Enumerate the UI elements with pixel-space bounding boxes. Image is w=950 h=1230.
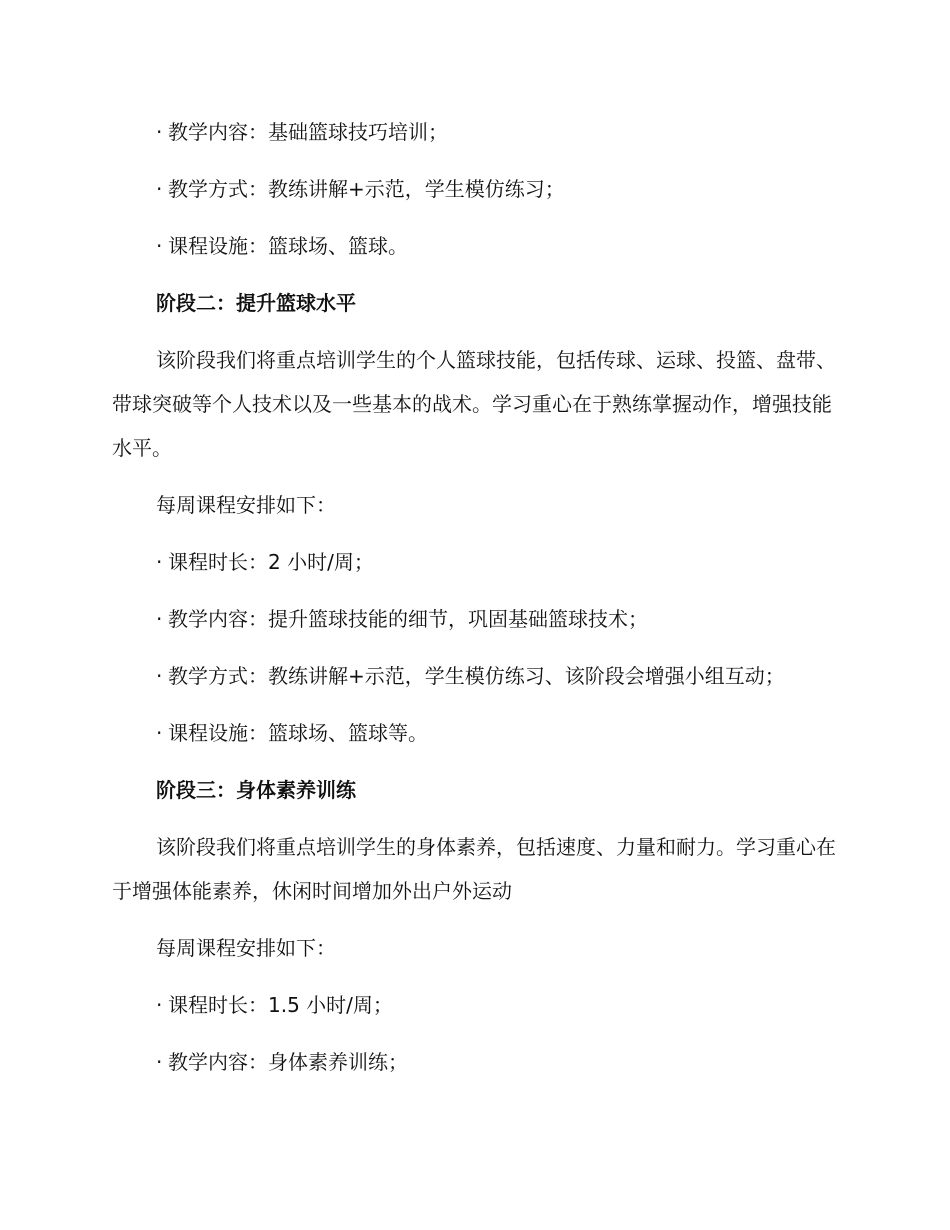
document-page [112,110,838,1097]
list-item [156,983,838,1027]
bullet-icon: · [156,664,163,688]
list-item-text: 课程设施：篮球场、篮球。 [168,234,408,258]
bullet-icon: · [156,607,163,631]
list-item-text: 教学方式：教练讲解+示范，学生模仿练习、该阶段会增强小组互动； [168,664,785,688]
bullet-icon: · [156,550,163,574]
section-heading-stage-two: 阶段二：提升篮球水平 [156,291,356,315]
list-item-text: 教学内容：基础篮球技巧培训； [168,120,448,144]
list-item [156,540,838,584]
list-item [156,597,838,641]
list-item-text: 教学方式：教练讲解+示范，学生模仿练习； [168,177,565,201]
list-item [156,1040,838,1084]
list-item-text: 课程设施：篮球场、篮球等。 [168,721,428,745]
paragraph-stage-three: 该阶段我们将重点培训学生的身体素养，包括速度、力量和耐力。学习重心在于增强体能素养，休闲时间增加外出户外运动 [112,835,836,903]
list-item [156,224,838,268]
list-item [156,167,838,211]
list-item [156,711,838,755]
bullet-icon: · [156,234,163,258]
section-heading-stage-three: 阶段三：身体素养训练 [156,778,356,802]
list-item-text: 教学内容：提升篮球技能的细节，巩固基础篮球技术； [168,607,648,631]
list-item-text: 教学内容：身体素养训练； [168,1050,408,1074]
bullet-icon: · [156,993,163,1017]
bullet-icon: · [156,1050,163,1074]
list-item [156,654,838,698]
bullet-icon: · [156,120,163,144]
list-item [156,110,838,154]
list-item-text: 课程时长：1.5 小时/周； [168,993,393,1017]
schedule-intro: 每周课程安排如下： [156,493,336,517]
list-item-text: 课程时长：2 小时/周； [168,550,374,574]
paragraph-stage-two: 该阶段我们将重点培训学生的个人篮球技能，包括传球、运球、投篮、盘带、带球突破等个人技术以及一些基本的战术。学习重心在于熟练掌握动作，增强技能水平。 [112,348,836,460]
schedule-intro: 每周课程安排如下： [156,936,336,960]
bullet-icon: · [156,721,163,745]
bullet-icon: · [156,177,163,201]
